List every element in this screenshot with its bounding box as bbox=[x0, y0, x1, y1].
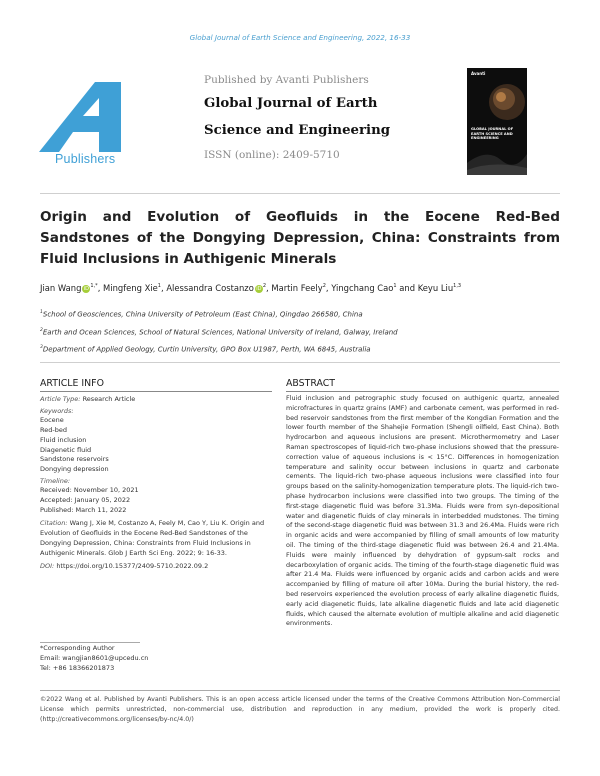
cover-art-icon bbox=[467, 68, 527, 175]
author-name: Alessandra Costanzo bbox=[166, 283, 254, 293]
author-name: Keyu Liu bbox=[417, 283, 454, 293]
logo-a-icon bbox=[37, 80, 132, 160]
published-by: Published by Avanti Publishers bbox=[204, 74, 369, 86]
author-sup: 1 bbox=[157, 283, 161, 290]
doi-link[interactable]: https://doi.org/10.15377/2409-5710.2022.09.2 bbox=[56, 562, 209, 571]
logo-word: Publishers bbox=[55, 152, 116, 166]
keyword: Red-bed bbox=[40, 426, 67, 435]
author-sup: 1,* bbox=[90, 283, 98, 290]
author-sup: 1 bbox=[393, 283, 397, 290]
keyword: Sandstone reservoirs bbox=[40, 455, 109, 464]
header-divider bbox=[40, 193, 560, 194]
author-name: Jian Wang bbox=[40, 283, 82, 293]
timeline-item: Accepted: January 05, 2022 bbox=[40, 496, 131, 505]
keywords-label: Keywords: bbox=[40, 406, 74, 415]
orcid-icon[interactable]: iD bbox=[83, 286, 90, 292]
affiliation-item: $^2$Earth and Ocean Sciences, School of Natural Sciences, National University of Ireland, Galway, Ireland bbox=[40, 327, 398, 337]
publisher-logo bbox=[37, 80, 132, 175]
journal-name bbox=[204, 90, 444, 144]
issn: ISSN (online): 2409-5710 bbox=[204, 149, 340, 161]
abstract-rule bbox=[286, 391, 559, 392]
citation: Citation: Wang J, Xie M, Costanzo A, Feely M, Cao Y, Liu K. Origin and Evolution of Geofluids in the Eocene Red-Bed Sandstones of the Dongying Depression, China: Constraints from Fluid Inclusions in Authigenic Minerals. Glob J Earth Sci Eng. 2022; 9: 16-33. bbox=[40, 519, 265, 557]
license-divider bbox=[40, 690, 560, 691]
doi: DOI: https://doi.org/10.15377/2409-5710.2022.09.2 bbox=[40, 562, 209, 571]
correspondence bbox=[40, 644, 272, 673]
affiliation-item: $^1$School of Geosciences, China University of Petroleum (East China), Qingdao 266580, China bbox=[40, 310, 363, 319]
article-info-rule bbox=[40, 391, 272, 392]
license-text: ©2022 Wang et al. Published by Avanti Publishers. This is an open access article licensed under the terms of the Creative Commons Attribution Non-Commercial License which permits unrestricted, non-commercial use, distribution and reproduction in any medium, provided the work is properly cited. (http://creativecommons.org/licenses/by-nc/4.0/) bbox=[40, 696, 560, 724]
journal-header: Global Journal of Earth Science and Engineering, 2022, 16-33 bbox=[189, 33, 411, 42]
timeline-label: Timeline: bbox=[40, 476, 71, 485]
journal-cover bbox=[467, 68, 527, 175]
author-list: Jian Wang $iD^{1,*}$, Mingfeng Xie$^1$, Alessandra Costanzo $iD^2$, Martin Feely$^2$, Yingchang Cao$^1$ and Keyu Liu$^{1,3}$ bbox=[40, 283, 462, 293]
corresponding-label: *Corresponding Author bbox=[40, 644, 115, 652]
cover-title: GLOBAL JOURNAL OF EARTH SCIENCE AND ENGINEERING bbox=[471, 127, 514, 141]
keyword: Dongying depression bbox=[40, 464, 109, 473]
article-info bbox=[40, 395, 272, 572]
article-info-heading: ARTICLE INFO bbox=[40, 378, 104, 389]
affiliations bbox=[40, 305, 565, 358]
corresponding-email[interactable]: Email: wangjian8601@upcedu.cn bbox=[40, 653, 149, 662]
keyword: Eocene bbox=[40, 416, 64, 425]
abstract-heading: ABSTRACT bbox=[286, 378, 336, 389]
author-name: Martin Feely bbox=[271, 283, 323, 293]
article-title: Origin and Evolution of Geofluids in the Eocene Red-Bed Sandstones of the Dongying Depression, China: Constraints from Fluid Inclusions in Authigenic Minerals bbox=[40, 209, 560, 267]
timeline-item: Received: November 10, 2021 bbox=[40, 486, 139, 495]
corresponding-tel: Tel: +86 18366201873 bbox=[40, 663, 115, 672]
timeline-item: Published: March 11, 2022 bbox=[40, 505, 127, 514]
section-divider bbox=[40, 362, 560, 363]
author-name: Yingchang Cao bbox=[331, 283, 394, 293]
journal-name-line1: Global Journal of Earth bbox=[204, 96, 378, 111]
article-type: Article Type: Research Article bbox=[40, 395, 136, 403]
publisher-block bbox=[204, 74, 444, 161]
journal-name-line2: Science and Engineering bbox=[204, 123, 391, 138]
keyword: Fluid inclusion bbox=[40, 435, 87, 444]
author-sup: 1,3 bbox=[453, 283, 462, 290]
keyword: Diagenetic fluid bbox=[40, 445, 92, 454]
author-name: Mingfeng Xie bbox=[103, 283, 158, 293]
author-sup: 2 bbox=[322, 283, 326, 290]
correspondence-rule bbox=[40, 642, 140, 643]
abstract-text: Fluid inclusion and petrographic study focused on authigenic quartz, annealed microfractures in quartz grains (AMF) and carbonate cement, was performed in red-bed reservoir sandstones from the first member of the Kongdian Formation and the lower fourth member of the Shahejie Formation (Shengli oilfield, East China). Both hydrocarbon and aqueous inclusions are present. Microthermometry and Laser Raman spectroscopes of liquid-rich two-phase inclusions showed that the pressure-correction value of aqueous inclusions is < 15°C. Differences in homogenization temperature and salinity occur between inclusions in quartz and carbonate cements. The liquid-rich two-phase aqueous inclusions were classified into four groups based on the salinity-homogenization temperature plots. The liquid-rich two-phase hydrocarbon inclusions were classified into two groups. The timing of the first-stage diagenetic fluid was before 31.3Ma. Fluids were from syn-depositional water and diagenetic fluids of clay minerals in interbedded mudstones. The timing of the second-stage diagenetic fluid was between 31.3 and 26.4Ma. Fluids were rich in organic acids and were accompanied by filling of small amounts of low maturity oil. The timing of the third-stage diagenetic fluid was between 26.4 and 21.4Ma. Fluids were mainly influenced by dehydration of gypsum-salt rocks and decarboxylation of organic acids. The timing of the fourth-stage diagenetic fluid was after 21.4 Ma. Fluids were influenced by organic acids and carbon acids and were accompanied by filling of mature oil after 10Ma. During the burial history, the red-bed reservoirs experienced the evolution process of early alkaline diagenetic fluids, early acid diagenetic fluids, late alkaline diagenetic fluids and late acid diagenetic fluids, which caused the alternate evolution of multiple alkaline and acid diagenetic environments. bbox=[286, 394, 559, 628]
author-sup: 2 bbox=[262, 283, 267, 290]
orcid-icon[interactable]: iD bbox=[256, 286, 262, 292]
cover-brand: Avanti bbox=[471, 71, 486, 76]
affiliation-item: $^3$Department of Applied Geology, Curtin University, GPO Box U1987, Perth, WA 6845, Australia bbox=[40, 345, 371, 354]
